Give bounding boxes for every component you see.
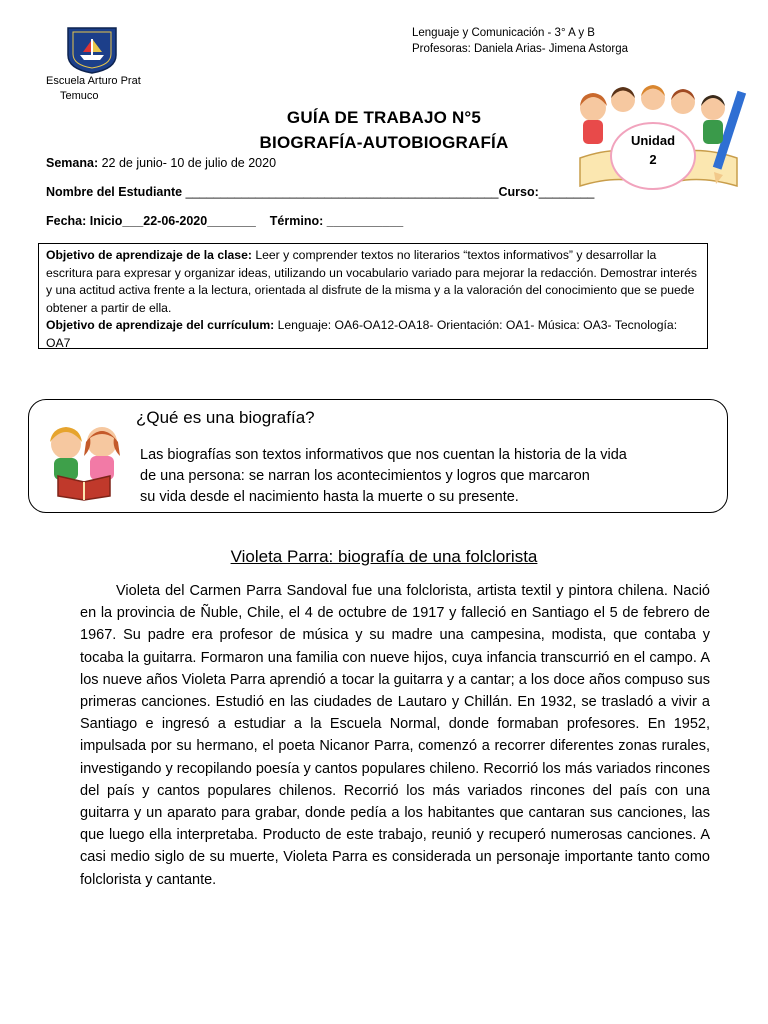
end-date-field[interactable]: ___________ <box>326 214 404 228</box>
date-row <box>46 214 403 228</box>
unit-number: 2 <box>649 152 657 167</box>
biography-question: ¿Qué es una biografía? <box>136 408 315 427</box>
course-label: Curso: <box>498 185 539 199</box>
school-name: Escuela Arturo Prat <box>46 75 141 87</box>
class-objective-text: Leer y comprender textos no literarios “textos informativos” y desarrollar la escritura para expresar y organizar ideas, utilizando un vocabulario variado para mejorar la redacción. Demostrar interés y una actitud activa frente a la lectura, orientada al disfrute de la misma y a la valoración del conocimiento que se puede obtener a partir de ella. <box>46 248 697 315</box>
biography-definition <box>140 445 720 508</box>
curriculum-objective-label: Objetivo de aprendizaje del currículum: <box>46 318 275 332</box>
worksheet-subtitle: BIOGRAFÍA-AUTOBIOGRAFÍA <box>259 133 509 152</box>
start-date-label: Fecha: Inicio <box>46 214 123 228</box>
student-name-label: Nombre del Estudiante <box>46 185 183 199</box>
children-reading-illustration <box>38 420 130 502</box>
definition-line: de una persona: se narran los acontecimientos y logros que marcaron <box>140 468 590 484</box>
article-body: Violeta del Carmen Parra Sandoval fue una folclorista, artista textil y pintora chilena. Nació en la provincia de Ñuble, Chile, el 4 de octubre de 1917 y falleció en Santiago el 5 de febrero de 1967. Su padre era profesor de música y su madre una campesina, modista, que contaba y tocaba la guitarra. Formaron una familia con nueve hijos, cuya infancia transcurrió en el campo. A los nueve años Violeta Parra aprendió a tocar la guitarra y a cantar; a los doce años compuso sus primeras canciones. Estudió en las ciudades de Lautaro y Chillán. En 1932, se trasladó a vivir a Santiago e ingresó a estudiar a la Escuela Normal, donde formaban profesores. En 1952, impulsada por su hermano, el poeta Nicanor Parra, comenzó a recorrer diferentes zonas rurales, investigando y recopilando poesía y cantos populares chileno. Recorrió los más variados rincones del país y cantos populares chilenos. Recorrió los más variados rincones del país con una guitarra y un aparato para grabar, donde pedía a los habitantes que cantaran sus canciones, las que luego ella interpretaba. Producto de este trabajo, reunió y recuperó numerosas canciones. A casi medio siglo de su muerte, Violeta Parra es considerada un personaje importante tanto como folclorista y cantante. <box>80 583 710 888</box>
week-label: Semana: <box>46 156 99 170</box>
subject-line: Lenguaje y Comunicación - 3° A y B <box>412 27 595 39</box>
student-name-row <box>46 185 594 199</box>
week-value: 22 de junio- 10 de julio de 2020 <box>101 156 277 170</box>
end-date-label: Término: <box>269 214 324 228</box>
unit-label: Unidad <box>630 133 676 148</box>
worksheet-title: GUÍA DE TRABAJO N°5 <box>286 108 482 127</box>
school-city: Temuco <box>60 90 99 102</box>
teachers-line: Profesoras: Daniela Arias- Jimena Astorga <box>412 43 629 55</box>
week-row <box>46 156 276 170</box>
class-objective-label: Objetivo de aprendizaje de la clase: <box>46 248 252 262</box>
definition-line: su vida desde el nacimiento hasta la muerte o su presente. <box>140 489 519 505</box>
start-date-value: ___22-06-2020_______ <box>122 214 256 228</box>
objectives-box <box>38 243 708 349</box>
definition-line: Las biografías son textos informativos que nos cuentan la historia de la vida <box>140 447 627 463</box>
article-title: Violeta Parra: biografía de una folclorista <box>230 547 538 566</box>
school-crest-icon <box>62 25 122 75</box>
course-field[interactable]: ________ <box>538 185 595 199</box>
curriculum-objective-text: Lenguaje: OA6-OA12-OA18- Orientación: OA1- Música: OA3- Tecnología: OA7 <box>46 318 678 350</box>
student-name-field[interactable]: _____________________________________________ <box>185 185 499 199</box>
